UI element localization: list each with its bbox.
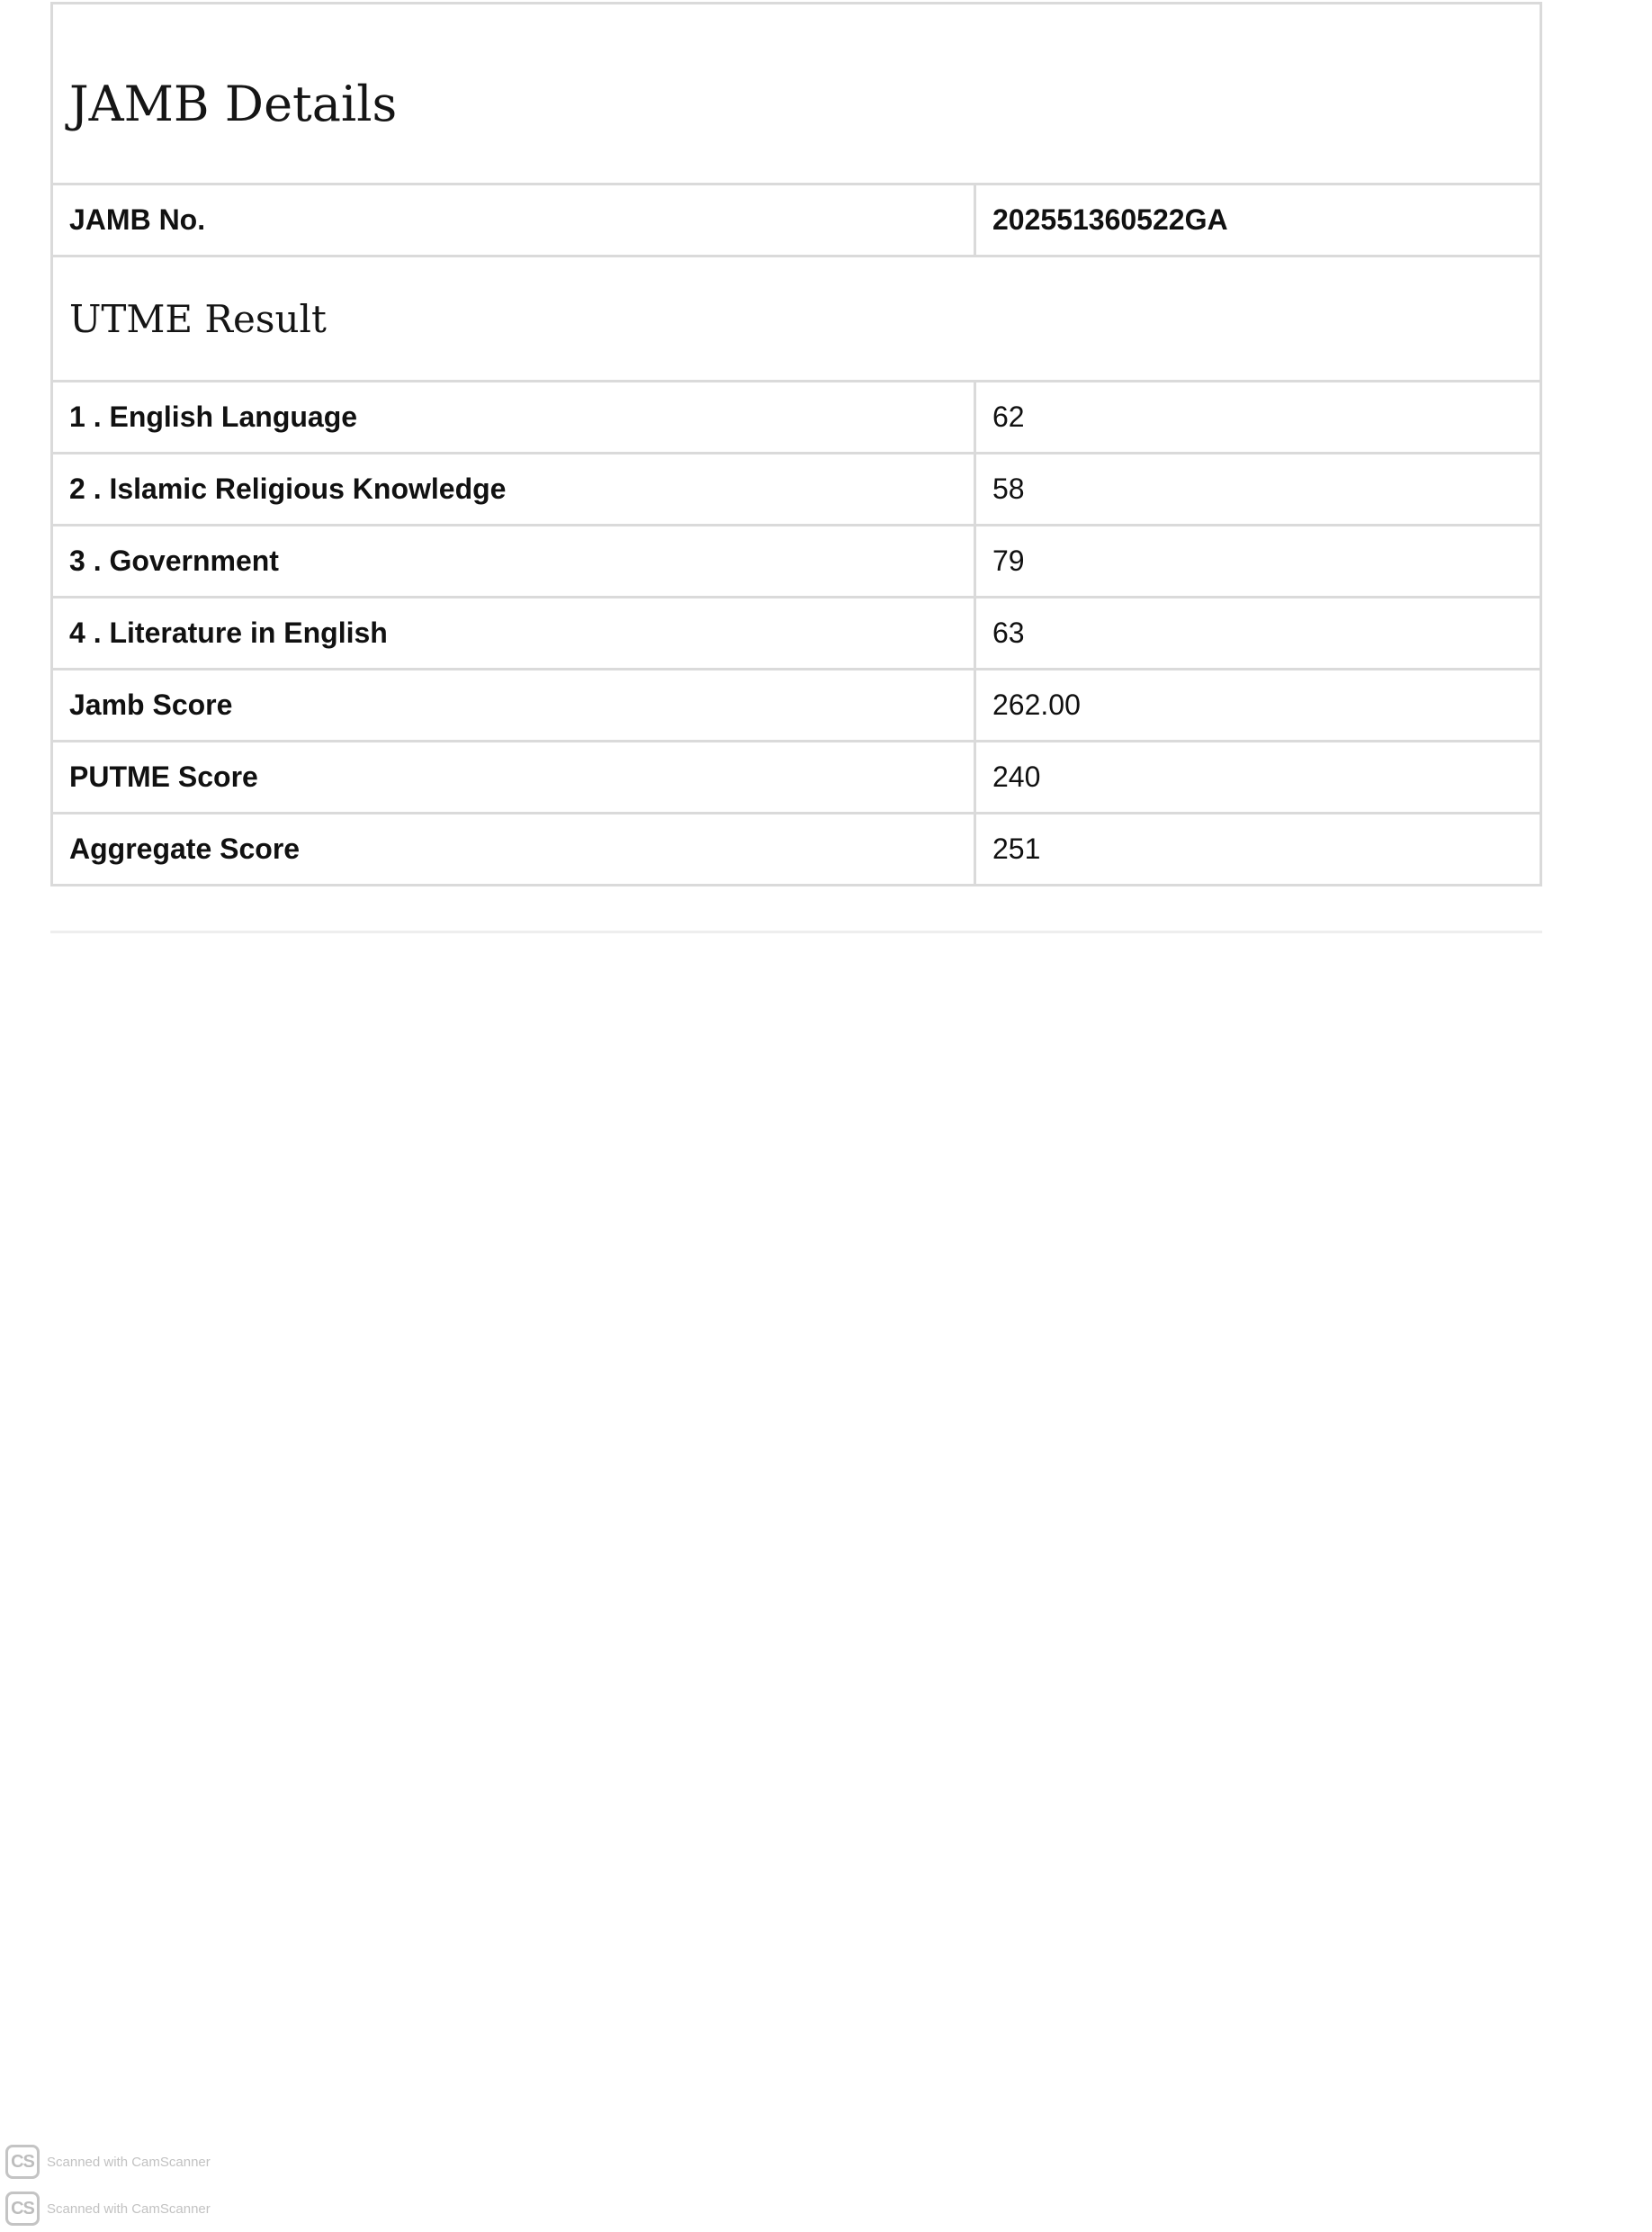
subject-label: 4 . Literature in English bbox=[52, 598, 975, 670]
jamb-details-header-row bbox=[52, 4, 1541, 184]
camscanner-watermark-text: Scanned with CamScanner bbox=[47, 2200, 211, 2217]
aggregate-score-value: 251 bbox=[975, 814, 1541, 886]
utme-result-header-row bbox=[52, 256, 1541, 382]
subject-score: 79 bbox=[975, 526, 1541, 598]
jamb-number-label: JAMB No. bbox=[52, 184, 975, 256]
subject-row bbox=[52, 598, 1541, 670]
camscanner-watermark-text: Scanned with CamScanner bbox=[47, 2154, 211, 2170]
putme-score-value: 240 bbox=[975, 742, 1541, 814]
jamb-number-row bbox=[52, 184, 1541, 256]
camscanner-watermark bbox=[5, 2192, 211, 2226]
subject-label: 2 . Islamic Religious Knowledge bbox=[52, 454, 975, 526]
putme-score-label: PUTME Score bbox=[52, 742, 975, 814]
jamb-details-title: JAMB Details bbox=[52, 4, 1541, 184]
utme-result-title: UTME Result bbox=[52, 256, 1541, 382]
jamb-details-table bbox=[50, 2, 1542, 886]
subject-label: 1 . English Language bbox=[52, 382, 975, 454]
jamb-score-row bbox=[52, 670, 1541, 742]
subject-row bbox=[52, 526, 1541, 598]
jamb-score-value: 262.00 bbox=[975, 670, 1541, 742]
subject-score: 62 bbox=[975, 382, 1541, 454]
aggregate-score-row bbox=[52, 814, 1541, 886]
subject-row bbox=[52, 454, 1541, 526]
subject-score: 63 bbox=[975, 598, 1541, 670]
section-divider bbox=[50, 931, 1542, 933]
subject-label: 3 . Government bbox=[52, 526, 975, 598]
subject-score: 58 bbox=[975, 454, 1541, 526]
jamb-number-value: 202551360522GA bbox=[975, 184, 1541, 256]
camscanner-watermark bbox=[5, 2145, 211, 2179]
camscanner-logo-icon: CS bbox=[5, 2145, 40, 2179]
subject-row bbox=[52, 382, 1541, 454]
jamb-score-label: Jamb Score bbox=[52, 670, 975, 742]
camscanner-logo-icon: CS bbox=[5, 2192, 40, 2226]
aggregate-score-label: Aggregate Score bbox=[52, 814, 975, 886]
putme-score-row bbox=[52, 742, 1541, 814]
